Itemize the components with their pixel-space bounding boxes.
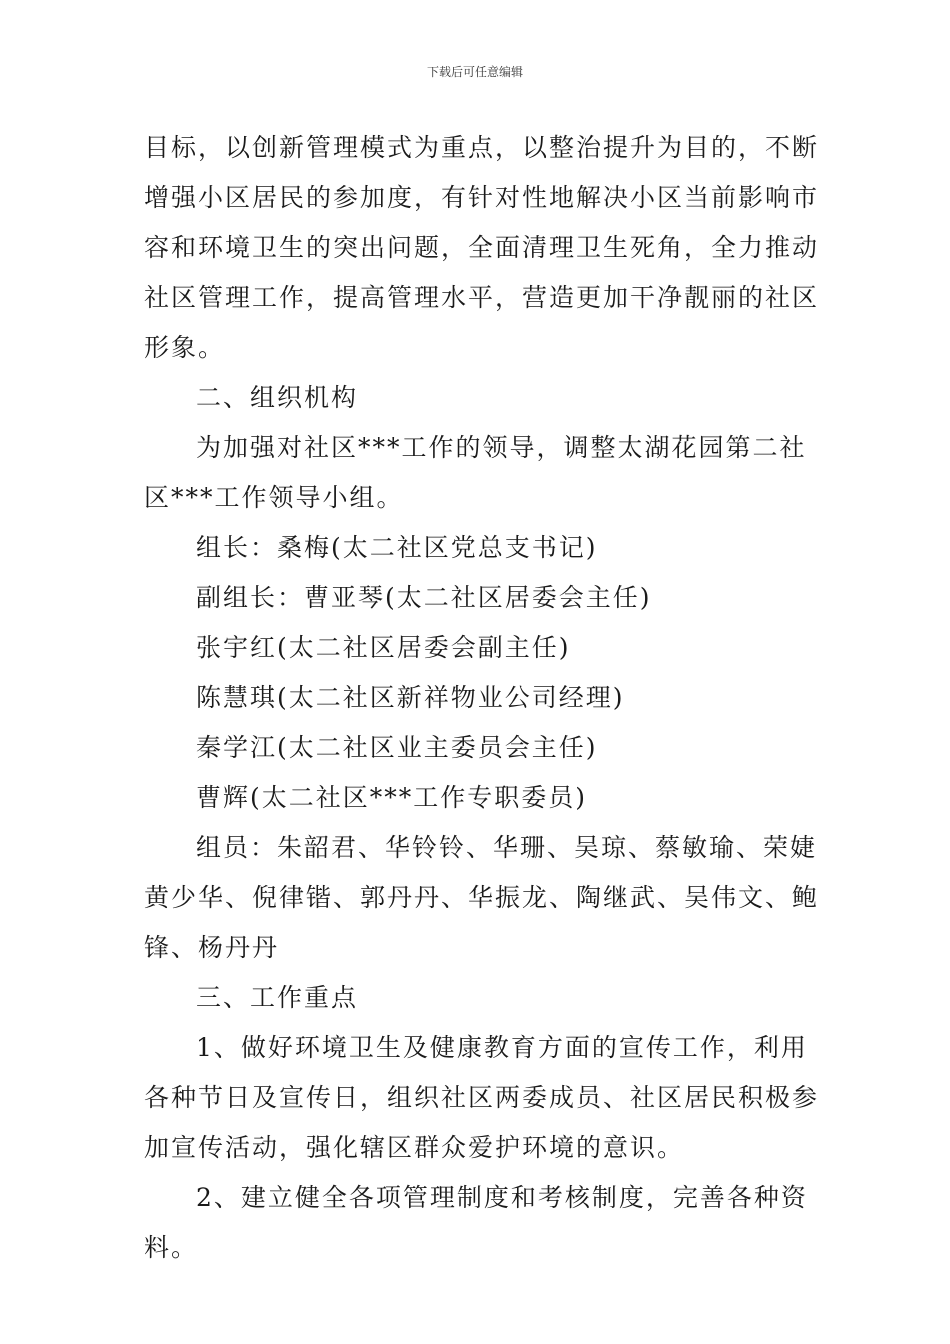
group-members: 组员：朱韶君、华铃铃、华珊、吴琼、蔡敏瑜、荣婕黄少华、倪律锴、郭丹丹、华振龙、陶继武、吴伟文、鲍锋、杨丹丹	[144, 833, 820, 962]
section-heading-work-focus: 三、工作重点	[196, 983, 359, 1012]
deputy-group-leader: 副组长：曹亚琴(太二社区居委会主任)	[196, 583, 652, 612]
member-zhang: 张宇红(太二社区居委会副主任)	[196, 633, 571, 662]
member-qin: 秦学江(太二社区业主委员会主任)	[196, 733, 598, 762]
section-heading-organization: 二、组织机构	[196, 383, 359, 412]
paragraph-leadership-group: 为加强对社区***工作的领导，调整太湖花园第二社区***工作领导小组。	[144, 433, 807, 512]
work-item-1: 1、做好环境卫生及健康教育方面的宣传工作，利用各种节日及宣传日，组织社区两委成员、社区居民积极参加宣传活动，强化辖区群众爱护环境的意识。	[144, 1033, 820, 1162]
work-item-2: 2、建立健全各项管理制度和考核制度，完善各种资料。	[144, 1183, 808, 1262]
member-chen: 陈慧琪(太二社区新祥物业公司经理)	[196, 683, 625, 712]
member-cao: 曹辉(太二社区***工作专职委员)	[196, 783, 588, 812]
paragraph-goal: 目标，以创新管理模式为重点，以整治提升为目的，不断增强小区居民的参加度，有针对性地解决小区当前影响市容和环境卫生的突出问题，全面清理卫生死角，全力推动社区管理工作，提高管理水平，营造更加干净靓丽的社区形象。	[144, 133, 820, 362]
page-header: 下载后可任意编辑	[426, 65, 523, 79]
group-leader: 组长：桑梅(太二社区党总支书记)	[196, 533, 598, 562]
document-body	[144, 123, 824, 1273]
